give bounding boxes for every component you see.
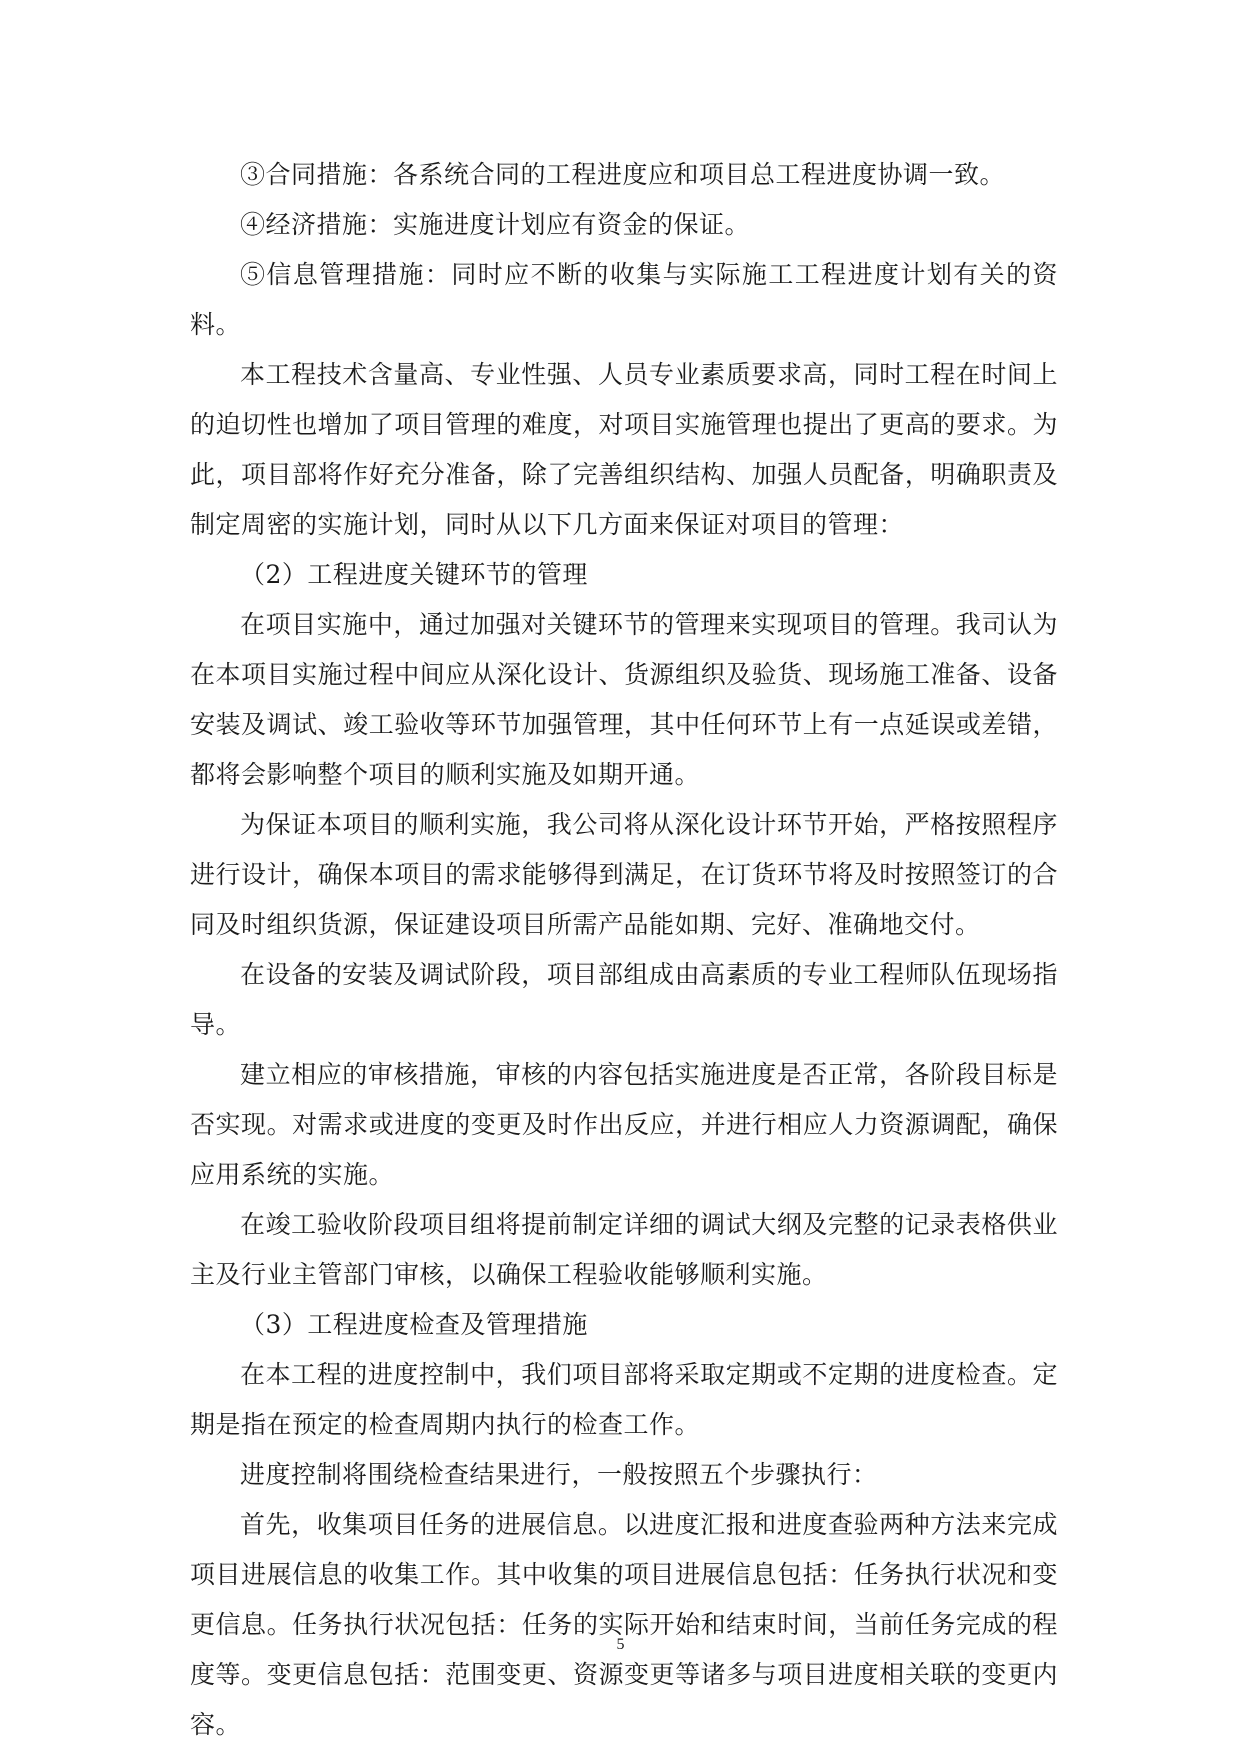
page-number: 5 (616, 1636, 625, 1653)
paragraph-contract-measures: ③合同措施：各系统合同的工程进度应和项目总工程进度协调一致。 (240, 160, 1006, 189)
paragraph-information-measures: ⑤信息管理措施：同时应不断的收集与实际施工工程进度计划有关的资料。 (190, 260, 1058, 339)
paragraph-review-measures: 建立相应的审核措施，审核的内容包括实施进度是否正常，各阶段目标是否实现。对需求或进度的变更及时作出反应，并进行相应人力资源调配，确保应用系统的实施。 (190, 1060, 1058, 1189)
document-body (190, 150, 1058, 1750)
section-heading-key-links: （2）工程进度关键环节的管理 (240, 560, 588, 589)
paragraph-periodic-checks: 在本工程的进度控制中，我们项目部将采取定期或不定期的进度检查。定期是指在预定的检查周期内执行的检查工作。 (190, 1360, 1058, 1439)
paragraph-project-overview: 本工程技术含量高、专业性强、人员专业素质要求高，同时工程在时间上的迫切性也增加了项目管理的难度，对项目实施管理也提出了更高的要求。为此，项目部将作好充分准备，除了完善组织结构、加强人员配备，明确职责及制定周密的实施计划，同时从以下几方面来保证对项目的管理： (190, 360, 1058, 539)
paragraph-collect-progress-info: 首先，收集项目任务的进展信息。以进度汇报和进度查验两种方法来完成项目进展信息的收集工作。其中收集的项目进展信息包括：任务执行状况和变更信息。任务执行状况包括：任务的实际开始和结束时间，当前任务完成的程度等。变更信息包括：范围变更、资源变更等诸多与项目进度相关联的变更内容。 (190, 1510, 1058, 1739)
paragraph-five-steps: 进度控制将围绕检查结果进行，一般按照五个步骤执行： (240, 1460, 878, 1489)
section-heading-progress-check: （3）工程进度检查及管理措施 (240, 1310, 588, 1339)
paragraph-economic-measures: ④经济措施：实施进度计划应有资金的保证。 (240, 210, 751, 239)
paragraph-key-links-management: 在项目实施中，通过加强对关键环节的管理来实现项目的管理。我司认为在本项目实施过程中间应从深化设计、货源组织及验货、现场施工准备、设备安装及调试、竣工验收等环节加强管理，其中任何环节上有一点延误或差错，都将会影响整个项目的顺利实施及如期开通。 (190, 610, 1058, 789)
paragraph-design-and-ordering: 为保证本项目的顺利实施，我公司将从深化设计环节开始，严格按照程序进行设计，确保本项目的需求能够得到满足，在订货环节将及时按照签订的合同及时组织货源，保证建设项目所需产品能如期、完好、准确地交付。 (190, 810, 1058, 939)
paragraph-installation-phase: 在设备的安装及调试阶段，项目部组成由高素质的专业工程师队伍现场指导。 (190, 960, 1058, 1039)
paragraph-acceptance-phase: 在竣工验收阶段项目组将提前制定详细的调试大纲及完整的记录表格供业主及行业主管部门审核，以确保工程验收能够顺利实施。 (190, 1210, 1058, 1289)
